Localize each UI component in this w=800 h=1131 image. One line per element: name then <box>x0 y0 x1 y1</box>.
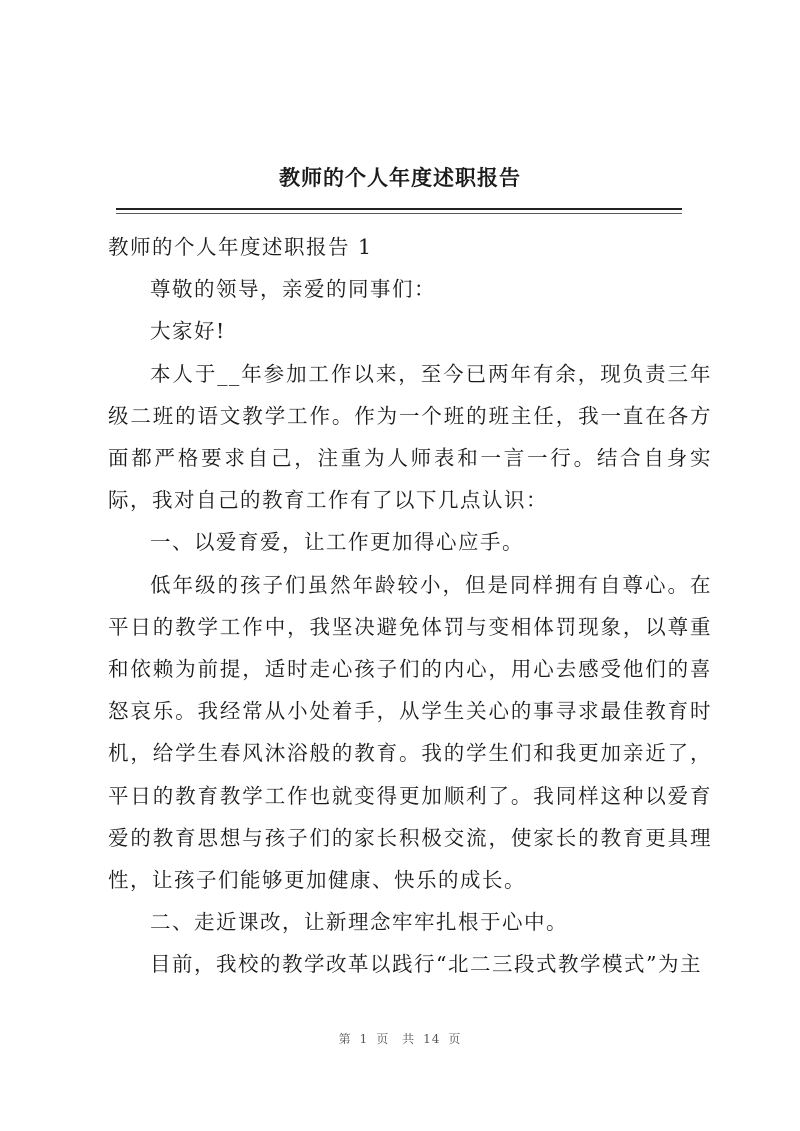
footer-suffix: 页 <box>448 1032 462 1046</box>
footer-prefix: 第 <box>338 1032 352 1046</box>
footer-total-pages: 14 <box>423 1032 441 1046</box>
footer-middle: 页 共 <box>376 1032 416 1046</box>
document-title: 教师的个人年度述职报告 <box>279 165 521 190</box>
paragraph-salutation: 尊敬的领导，亲爱的同事们： <box>150 277 436 302</box>
paragraph-love-education: 低年级的孩子们虽然年龄较小，但是同样拥有自尊心。在平日的教学工作中，我坚决避免体罚与变相体罚现象，以尊重和依赖为前提，适时走心孩子们的内心，用心去感受他们的喜怒哀乐。我经常从小处着手，从学生关心的事寻求最佳教育时机，给学生春风沐浴般的教育。我的学生们和我更加亲近了，平日的教育教学工作也就变得更加顺利了。我同样这种以爱育爱的教育思想与孩子们的家长积极交流，使家长的教育更具理性，让孩子们能够更加健康、快乐的成长。 <box>108 572 712 893</box>
paragraph-reform: 目前，我校的教学改革以践行“北二三段式教学模式”为主 <box>150 952 702 977</box>
title-divider-thin <box>116 213 682 214</box>
document-body <box>108 226 712 986</box>
title-divider <box>116 208 682 210</box>
footer-page-number: 1 <box>359 1032 369 1046</box>
section-heading: 教师的个人年度述职报告 1 <box>108 235 373 259</box>
page-footer <box>0 1030 800 1047</box>
paragraph-greeting: 大家好! <box>150 319 226 344</box>
paragraph-introduction: 本人于__年参加工作以来，至今已两年有余，现负责三年级二班的语文教学工作。作为一个班的班主任，我一直在各方面都严格要求自己，注重为人师表和一言一行。结合自身实际，我对自己的教育工作有了以下几点认识： <box>108 361 712 513</box>
paragraph-heading-two: 二、走近课改，让新理念牢牢扎根于心中。 <box>150 910 568 935</box>
paragraph-heading-one: 一、以爱育爱，让工作更加得心应手。 <box>150 530 524 555</box>
